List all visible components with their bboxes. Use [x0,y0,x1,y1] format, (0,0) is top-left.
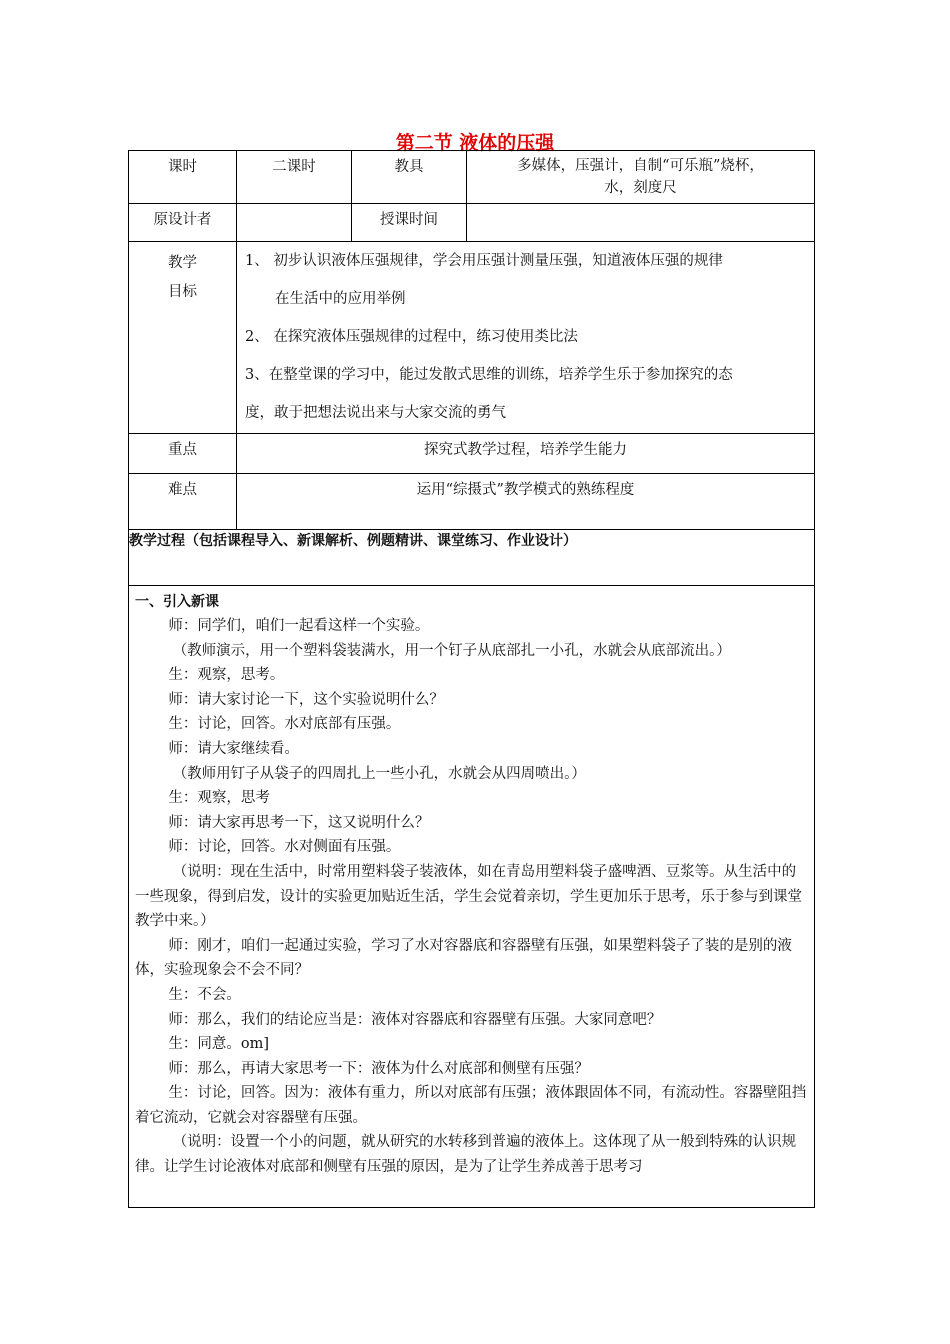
paragraph: 生：观察，思考 [168,790,270,807]
lesson-plan-table [128,150,815,1208]
key-row [129,434,815,474]
paragraph: 师：同学们，咱们一起看这样一个实验。 [168,618,430,634]
paragraph: （说明：现在生活中，时常用塑料袋子装液体，如在青岛用塑料袋子盛啤酒、豆浆等。从生活中的一些现象，得到启发，设计的实验更加贴近生活，学生会觉着亲切，学生更加乐于思考，乐于参与到课堂教学中来。） [135,863,802,930]
paragraph: （教师演示，用一个塑料袋装满水，用一个钉子从底部扎一小孔，水就会从底部流出。） [172,642,731,659]
goals-label [129,242,237,434]
process-body [129,586,815,1208]
difficulty-text: 运用“综摄式”教学模式的熟练程度 [237,474,815,530]
page-title: 第二节 液体的压强 [395,132,555,154]
paragraph: 生：讨论，回答。因为：液体有重力，所以对底部有压强；液体跟固体不同，有流动性。容器壁阻挡着它流动，它就会对容器壁有压强。 [135,1085,807,1126]
paragraph: 师：那么，我们的结论应当是：液体对容器底和容器壁有压强。大家同意吧？ [168,1011,662,1028]
paragraph: 师：讨论，回答。水对侧面有压强。 [168,839,401,856]
class-time-label: 授课时间 [352,204,467,242]
period-value: 二课时 [237,151,352,204]
goals-label-a: 教学 [168,255,197,271]
paragraph: 生：讨论，回答。水对底部有压强。 [168,716,401,733]
paragraph: 生：观察，思考。 [168,667,285,684]
info-row-1 [129,151,815,204]
goal-line-2: 在生活中的应用举例 [275,291,406,307]
goal-line-1: 1、 初步认识液体压强规律，学会用压强计测量压强，知道液体压强的规律 [245,253,723,269]
paragraph: 生：不会。 [168,986,241,1003]
designer-label: 原设计者 [129,204,237,242]
goal-line-5: 度，敢于把想法说出来与大家交流的勇气 [245,405,506,421]
materials-value [467,151,815,204]
difficulty-row [129,474,815,530]
process-body-row [129,586,815,1208]
materials-line-2: 水，刻度尺 [604,180,677,196]
goal-line-4: 3、在整堂课的学习中，能过发散式思维的训练，培养学生乐于参加探究的态 [245,367,733,383]
materials-line-1: 多媒体，压强计，自制“可乐瓶”烧杯， [517,158,764,174]
info-row-2 [129,204,815,242]
paragraph: 师：请大家再思考一下，这又说明什么？ [168,814,430,831]
materials-label: 教具 [352,151,467,204]
paragraph: 师：请大家继续看。 [168,740,299,757]
goals-content [237,242,815,434]
designer-value [237,204,352,242]
paragraph: 师：请大家讨论一下，这个实验说明什么？ [168,691,444,708]
class-time-value [467,204,815,242]
period-label: 课时 [129,151,237,204]
process-heading: 教学过程（包括课程导入、新课解析、例题精讲、课堂练习、作业设计） [129,530,815,586]
goals-label-b: 目标 [168,284,197,300]
paragraph: 师：那么，再请大家思考一下：液体为什么对底部和侧壁有压强？ [168,1060,589,1077]
paragraph: （说明：设置一个小的问题，就从研究的水转移到普遍的液体上。这体现了从一般到特殊的认识规律。让学生讨论液体对底部和侧壁有压强的原因，是为了让学生养成善于思考习 [135,1134,797,1176]
paragraph: （教师用钉子从袋子的四周扎上一些小孔，水就会从四周喷出。） [172,765,586,782]
key-text: 探究式教学过程，培养学生能力 [237,434,815,474]
section-heading: 一、引入新课 [135,594,219,610]
goals-row [129,242,815,434]
paragraph: 师：刚才，咱们一起通过实验，学习了水对容器底和容器壁有压强，如果塑料袋子了装的是别的液体，实验现象会不会不同？ [135,937,792,979]
difficulty-label: 难点 [129,474,237,530]
paragraph: 生：同意。om] [168,1036,269,1053]
key-label: 重点 [129,434,237,474]
process-heading-row [129,530,815,586]
goal-line-3: 2、 在探究液体压强规律的过程中，练习使用类比法 [245,329,578,345]
